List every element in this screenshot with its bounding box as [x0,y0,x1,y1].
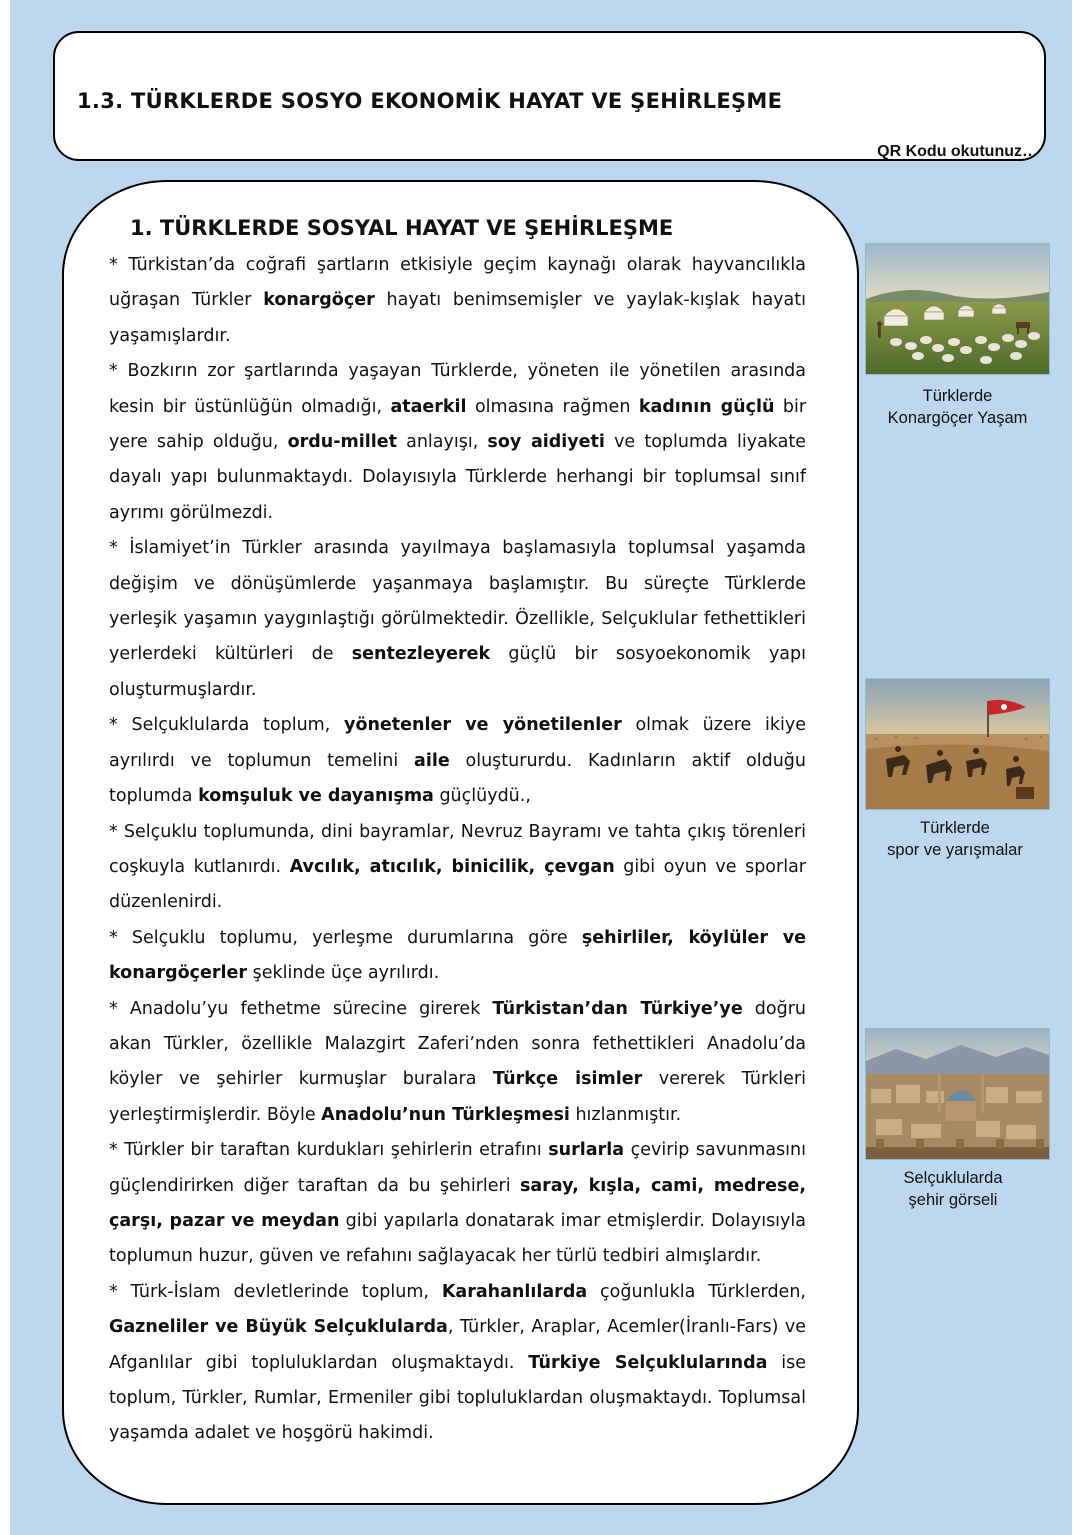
bold-term: Anadolu’nun Türkleşmesi [321,1104,570,1125]
section-title: 1. TÜRKLERDE SOSYAL HAYAT VE ŞEHİRLEŞME [130,216,674,240]
text-run: anlayışı, [396,432,488,453]
text-run: çoğunlukla Türklerden, [587,1281,806,1302]
caption-sports-races: Türklerde spor ve yarışmalar [887,819,1023,859]
bold-term: konargöçer [263,290,375,311]
caption-nomadic-life: Türklerde Konargöçer Yaşam [887,387,1028,427]
text-run: ve toplumda liyakate dayalı yapı bulunmaktaydı. Dolayısıyla Türklerde herhangi bir toplumsal sınıf ayrımı görülmezdi. [109,432,806,523]
text-run: ise toplum, Türkler, Rumlar, Ermeniler gibi topluluklardan oluşmaktaydı. Toplumsal yaşamda adalet ve hoşgörü hakimdi. [109,1352,807,1444]
text-run: olmasına rağmen [466,396,639,417]
paragraph [109,992,806,1134]
seljuk-city-image [865,1028,1050,1160]
text-run: * Türkler bir taraftan kurdukları şehirlerin etrafını [109,1140,549,1161]
text-run: * Türk-İslam devletlerinde toplum, [109,1281,442,1302]
nomadic-life-image [865,243,1050,375]
text-run: * Türkistan’da coğrafi şartların etkisiyle geçim kaynağı olarak hayvancılıkla uğraşan Türkler [109,255,806,311]
bold-term: kadının güçlü [638,396,775,417]
header-box [53,31,1046,161]
qr-code-label: QR Kodu okutunuz… [877,143,1038,160]
paragraph [109,921,806,992]
text-run: * Selçuklularda toplum, [109,715,345,736]
text-run: bir yere sahip olduğu, [109,396,807,453]
sports-races-image [865,678,1050,810]
body-text [109,248,806,1452]
paragraph [109,1275,806,1452]
text-run: , Türkler, Araplar, Acemler(İranlı-Fars) ve Afganlılar gibi topluluklardan oluşmaktaydı. [109,1317,806,1373]
text-run: gibi oyun ve sporlar düzenlenirdi. [109,856,806,913]
caption-seljuk-city: Selçuklularda şehir görseli [903,1169,1003,1209]
bold-term: Gazneliler ve Büyük Selçuklularda [109,1317,448,1338]
bold-term: yönetenler ve yönetilenler [344,715,622,736]
paragraph [109,815,806,921]
bold-term: Türkiye Selçuklularında [528,1352,768,1373]
bold-term: Avcılık, atıcılık, binicilik, çevgan [289,856,615,877]
text-run: hızlanmıştır. [569,1104,682,1125]
text-run: * Bozkırın zor şartlarında yaşayan Türklerde, yöneten ile yönetilen arasında kesin bir üstünlüğün olmadığı, [109,361,806,417]
page-title: 1.3. TÜRKLERDE SOSYO EKONOMİK HAYAT VE ŞEHİRLEŞME [77,89,783,113]
bold-term: sentezleyerek [351,644,491,665]
text-run: şeklinde üçe ayrılırdı. [247,963,440,984]
text-run: gibi yapılarla donatarak imar etmişlerdir. Dolayısıyla toplumun huzur, güven ve refahını sağlayacak her türlü tedbiri almışlardır. [109,1210,806,1267]
bold-term: Türkistan’dan Türkiye’ye [492,998,743,1019]
bold-term: Türkçe isimler [492,1069,643,1090]
text-run: doğru akan Türkler, özellikle Malazgirt Zaferi’nden sonra fethettikleri Anadolu’da köyler ve şehirler kurmuşlar buralara [109,998,806,1090]
text-run: hayatı benimsemişler ve yaylak-kışlak hayatı yaşamışlardır. [109,290,806,346]
text-run: * Selçuklu toplumunda, dini bayramlar, Nevruz Bayramı ve tahta çıkış törenleri coşkuyla kutlanırdı. [109,821,806,877]
paragraph [109,354,806,531]
paragraph [109,531,806,708]
content-panel [62,180,859,1505]
bold-term: ordu-millet [287,432,397,453]
bold-term: saray, kışla, cami, medrese, çarşı, pazar ve meydan [109,1175,806,1231]
paragraph [109,708,806,814]
bold-term: Karahanlılarda [441,1281,588,1302]
text-run: güçlü bir sosyoekonomik yapı oluşturmuşlardır. [109,644,806,700]
bold-term: ataerkil [390,396,467,417]
text-run: * İslamiyet’in Türkler arasında yayılmaya başlamasıyla toplumsal yaşamda değişim ve dönüşümlerde yaşanmaya başlamıştır. Bu süreçte Türklerde yerleşik yaşamın yaygınlaştığı görülmektedir. Özellikle, Selçuklular fethettikleri yerlerdeki kültürleri de [109,538,806,665]
paragraph [109,248,806,354]
bold-term: aile [414,750,450,771]
paragraph [109,1133,806,1275]
bold-term: şehirliler, köylüler ve konargöçerler [109,927,806,984]
text-run: çevirip savunmasını güçlendirirken diğer taraftan da bu şehirleri [109,1140,806,1196]
text-run: vererek Türkleri yerleştirmişlerdir. Böyle [109,1069,806,1125]
text-run: olmak üzere ikiye ayrılırdı ve toplumun temelini [109,715,807,771]
text-run: güçlüydü., [433,786,531,807]
bold-term: surlarla [548,1140,625,1161]
text-run: * Anadolu’yu fethetme sürecine girerek [109,998,493,1019]
bold-term: soy aidiyeti [487,432,605,453]
text-run: oluştururdu. Kadınların aktif olduğu toplumda [109,750,806,807]
bold-term: komşuluk ve dayanışma [198,786,434,807]
text-run: * Selçuklu toplumu, yerleşme durumlarına göre [109,927,582,948]
